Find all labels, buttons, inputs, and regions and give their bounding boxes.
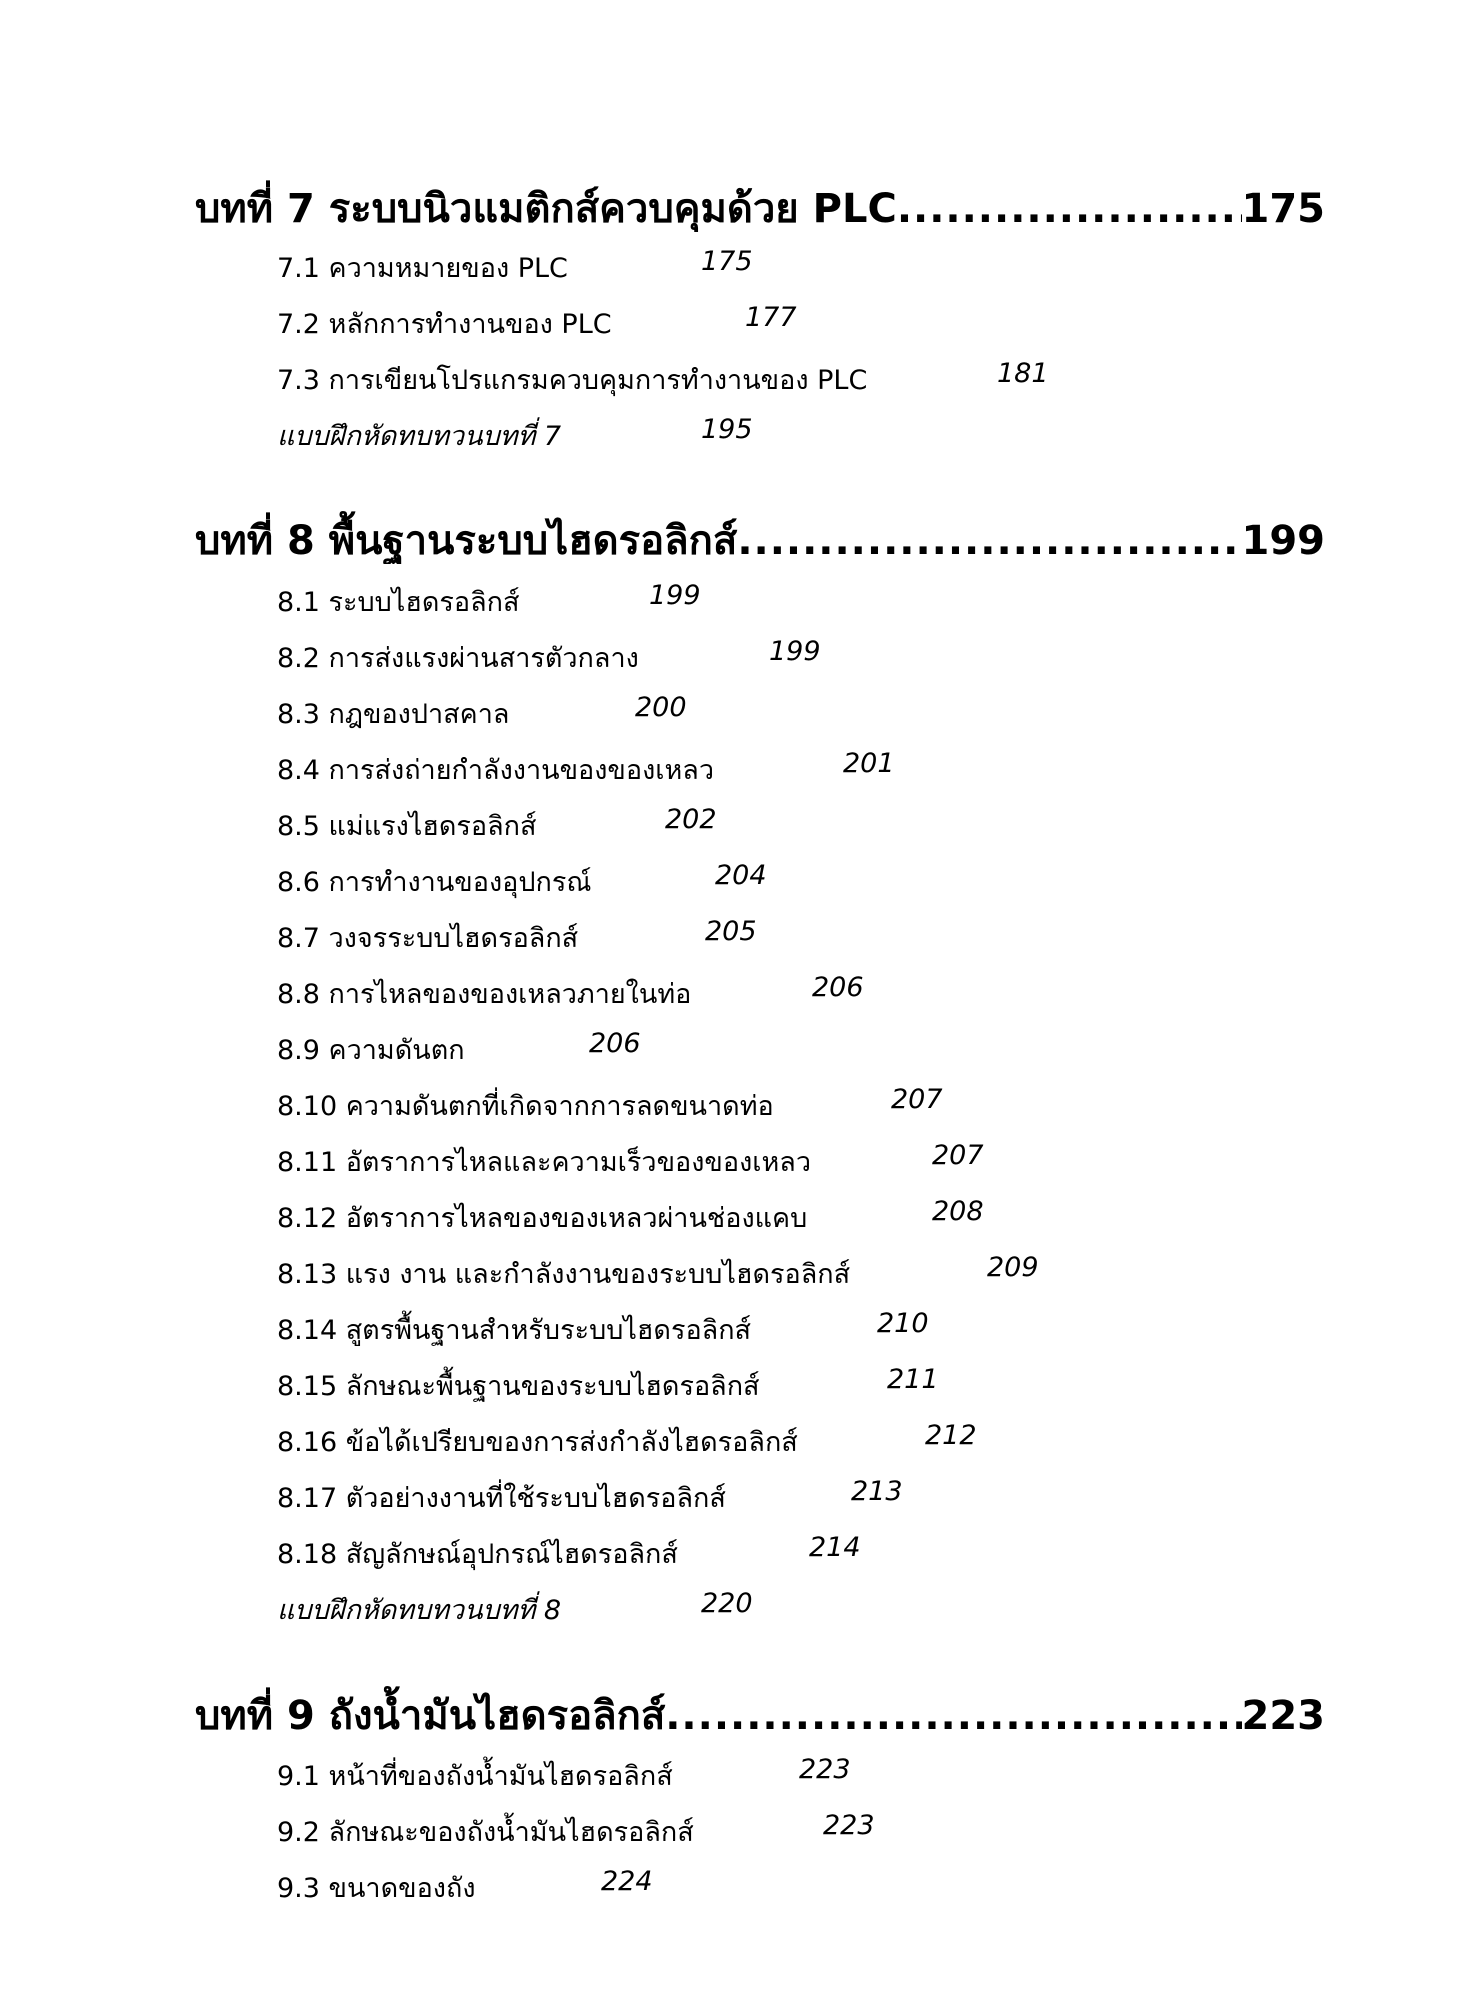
entry-page-number: 208 bbox=[932, 1196, 984, 1227]
entry-label: 8.6 การทำงานของอุปกรณ์ bbox=[277, 867, 592, 898]
entry-label: 8.5 แม่แรงไฮดรอลิกส์ bbox=[277, 811, 537, 842]
entry-label: 9.3 ขนาดของถัง bbox=[277, 1873, 476, 1904]
entry-label: 9.2 ลักษณะของถังน้ำมันไฮดรอลิกส์ bbox=[277, 1817, 694, 1848]
dot-leader bbox=[897, 186, 1242, 232]
entry-label: 8.16 ข้อได้เปรียบของการส่งกำลังไฮดรอลิกส์ bbox=[277, 1427, 798, 1458]
entry-page-number: 210 bbox=[877, 1308, 929, 1339]
entry-label: 8.14 สูตรพื้นฐานสำหรับระบบไฮดรอลิกส์ bbox=[277, 1315, 752, 1346]
entry-label: แบบฝึกหัดทบทวนบทที่ 7 bbox=[277, 421, 562, 452]
chapter-heading bbox=[195, 1683, 1325, 1739]
chapter-heading bbox=[195, 508, 1325, 564]
entry-label: 8.15 ลักษณะพื้นฐานของระบบไฮดรอลิกส์ bbox=[277, 1371, 760, 1402]
entry-page-number: 204 bbox=[715, 860, 767, 891]
entry-label: 8.1 ระบบไฮดรอลิกส์ bbox=[277, 587, 520, 618]
entry-label: 9.1 หน้าที่ของถังน้ำมันไฮดรอลิกส์ bbox=[277, 1761, 673, 1792]
chapter-page-number: 223 bbox=[1241, 1693, 1325, 1739]
entry-page-number: 214 bbox=[809, 1532, 861, 1563]
entry-page-number: 199 bbox=[649, 580, 701, 611]
entry-page-number: 207 bbox=[891, 1084, 943, 1115]
entry-page-number: 209 bbox=[987, 1252, 1039, 1283]
entry-page-number: 181 bbox=[997, 358, 1049, 389]
entry-page-number: 195 bbox=[701, 414, 753, 445]
entry-label: 8.7 วงจรระบบไฮดรอลิกส์ bbox=[277, 923, 579, 954]
entry-page-number: 199 bbox=[769, 636, 821, 667]
entry-label: 7.3 การเขียนโปรแกรมควบคุมการทำงานของ PLC bbox=[277, 365, 868, 396]
entry-page-number: 177 bbox=[745, 302, 797, 333]
entry-label: 8.13 แรง งาน และกำลังงานของระบบไฮดรอลิกส์ bbox=[277, 1259, 851, 1290]
chapter-title: บทที่ 9 ถังน้ำมันไฮดรอลิกส์ bbox=[195, 1693, 666, 1739]
entry-label: 8.9 ความดันตก bbox=[277, 1035, 465, 1066]
chapter-heading bbox=[195, 176, 1325, 232]
entry-page-number: 200 bbox=[635, 692, 687, 723]
entry-label: 8.3 กฎของปาสคาล bbox=[277, 699, 510, 730]
entry-page-number: 202 bbox=[665, 804, 717, 835]
entry-page-number: 206 bbox=[589, 1028, 641, 1059]
dot-leader bbox=[737, 518, 1241, 564]
entry-page-number: 220 bbox=[701, 1588, 753, 1619]
chapter-page-number: 175 bbox=[1241, 186, 1325, 232]
entry-label: 7.2 หลักการทำงานของ PLC bbox=[277, 309, 612, 340]
entry-label: 8.4 การส่งถ่ายกำลังงานของของเหลว bbox=[277, 755, 715, 786]
entry-label: 7.1 ความหมายของ PLC bbox=[277, 253, 568, 284]
entry-page-number: 175 bbox=[701, 246, 753, 277]
chapter-title: บทที่ 7 ระบบนิวแมติกส์ควบคุมด้วย PLC bbox=[195, 186, 897, 232]
entry-page-number: 223 bbox=[823, 1810, 875, 1841]
entry-label: 8.17 ตัวอย่างงานที่ใช้ระบบไฮดรอลิกส์ bbox=[277, 1483, 726, 1514]
entry-label: 8.11 อัตราการไหลและความเร็วของของเหลว bbox=[277, 1147, 812, 1178]
dot-leader bbox=[665, 1693, 1241, 1739]
entry-page-number: 206 bbox=[812, 972, 864, 1003]
entry-page-number: 205 bbox=[705, 916, 757, 947]
entry-page-number: 224 bbox=[601, 1866, 653, 1897]
chapter-page-number: 199 bbox=[1241, 518, 1325, 564]
entry-label: 8.10 ความดันตกที่เกิดจากการลดขนาดท่อ bbox=[277, 1091, 774, 1122]
entry-page-number: 207 bbox=[932, 1140, 984, 1171]
entry-page-number: 213 bbox=[851, 1476, 903, 1507]
entry-label: 8.8 การไหลของของเหลวภายในท่อ bbox=[277, 979, 692, 1010]
entry-page-number: 223 bbox=[799, 1754, 851, 1785]
entry-label: 8.12 อัตราการไหลของของเหลวผ่านช่องแคบ bbox=[277, 1203, 808, 1234]
entry-page-number: 211 bbox=[887, 1364, 939, 1395]
entry-page-number: 212 bbox=[925, 1420, 977, 1451]
entry-label: 8.18 สัญลักษณ์อุปกรณ์ไฮดรอลิกส์ bbox=[277, 1539, 678, 1570]
entry-label: 8.2 การส่งแรงผ่านสารตัวกลาง bbox=[277, 643, 639, 674]
entry-label: แบบฝึกหัดทบทวนบทที่ 8 bbox=[277, 1595, 562, 1626]
chapter-title: บทที่ 8 พื้นฐานระบบไฮดรอลิกส์ bbox=[195, 518, 738, 564]
entry-page-number: 201 bbox=[843, 748, 895, 779]
